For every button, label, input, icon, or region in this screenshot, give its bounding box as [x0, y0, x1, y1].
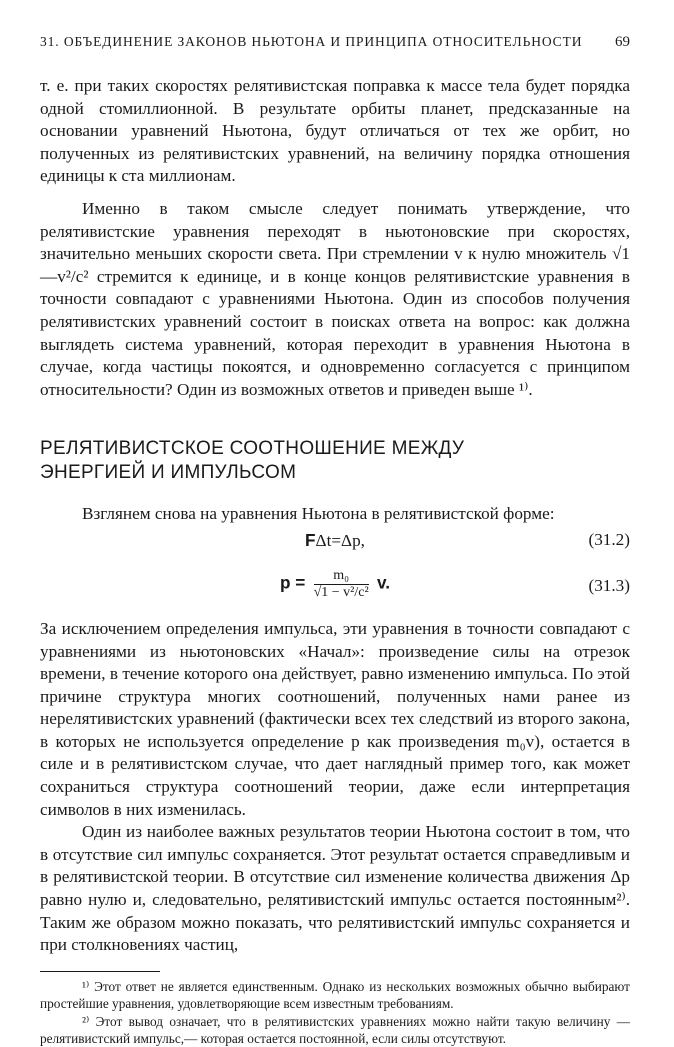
- section-title: [40, 437, 630, 485]
- equation-2-numerator: m₀: [314, 568, 369, 585]
- equation-2-denominator: √1 − v²/c²: [313, 584, 369, 600]
- page-number: 69: [615, 34, 630, 50]
- equation-1-lhs: F: [305, 529, 316, 550]
- equation-1-number: (31.2): [588, 529, 630, 549]
- paragraph-2: Именно в таком смысле следует понимать утверждение, что релятивистские уравнения переходят в ньютоновские при скоростях, значительно меньших скорости света. При стремлении v к нулю множитель √1—v²/c² стремится к единице, и в конце концов релятивистские уравнения в точности совпадают с уравнениями Ньютона. Один из способов получения релятивистских уравнений состоит в поисках ответа на вопрос: как должна выглядеть система уравнений, которая переходит в уравнения Ньютона в случае, когда частицы покоятся, и одновременно согласуется с принципом относительности? Один из возможных ответов и приведен выше ¹⁾.: [40, 198, 630, 399]
- book-page: [40, 34, 630, 1047]
- equation-2-tail: v.: [376, 572, 391, 593]
- paragraph-1: т. е. при таких скоростях релятивистская поправка к массе тела будет порядка одной стомиллионной. В результате орбиты планет, предсказанные на основании уравнений Ньютона, будут отличаться от тех же орбит, но полученных из релятивистских уравнений, на величину порядка отношения единицы к ста миллионам.: [40, 76, 630, 186]
- equation-2-lhs: p =: [279, 572, 306, 593]
- paragraph-4: За исключением определения импульса, эти уравнения в точности совпадают с уравнениями из ньютоновских «Начал»: произведение силы на отрезок времени, в течение которого она действует, равно изменению импульса. По этой причине структура многих соотношений, полученных нами ранее из нерелятивистских уравнений (фактически всех тех следствий из второго закона, в которых не используется определение p как произведения m₀v), остается в силе и в релятивистском случае, что дает наглядный пример того, как может сохраниться структура соотношений теории, даже если интерпретация символов в них изменилась.: [40, 618, 630, 819]
- footnote-1: ¹⁾ Этот ответ не является единственным. Однако из нескольких возможных обычно выбирают простейшие уравнения, удовлетворяющие всем известным требованиям.: [40, 978, 630, 1012]
- footnote-divider: [40, 971, 160, 972]
- section-title-line-1: РЕЛЯТИВИСТСКОЕ СООТНОШЕНИЕ МЕЖДУ: [40, 438, 465, 460]
- paragraph-5: Один из наиболее важных результатов теории Ньютона состоит в том, что в отсутствие сил импульс сохраняется. Этот результат остается справедливым и в релятивистской теории. В отсутствие сил изменение количества движения Δp равно нулю и, следовательно, релятивистский импульс остается постоянным²⁾. Таким же образом можно показать, что релятивистский импульс сохраняется и при столкновениях частиц,: [40, 822, 630, 955]
- paragraph-3: Взглянем снова на уравнения Ньютона в релятивистской форме:: [82, 504, 555, 524]
- equation-2-number: (31.3): [588, 575, 630, 595]
- equation-1-rest: Δt=Δp,: [315, 530, 365, 550]
- running-header: [40, 34, 630, 51]
- equation-31-3: [40, 560, 630, 612]
- footnote-2: ²⁾ Этот вывод означает, что в релятивистских уравнениях можно найти такую величину — релятивистский импульс,— которая остается постоянной, если силы отсутствуют.: [40, 1013, 630, 1047]
- running-title: 31. ОБЪЕДИНЕНИЕ ЗАКОНОВ НЬЮТОНА И ПРИНЦИПА ОТНОСИТЕЛЬНОСТИ: [40, 34, 583, 49]
- section-title-line-2: ЭНЕРГИЕЙ И ИМПУЛЬСОМ: [40, 462, 297, 484]
- equation-31-2: [40, 526, 630, 556]
- equation-2-fraction: [314, 568, 369, 601]
